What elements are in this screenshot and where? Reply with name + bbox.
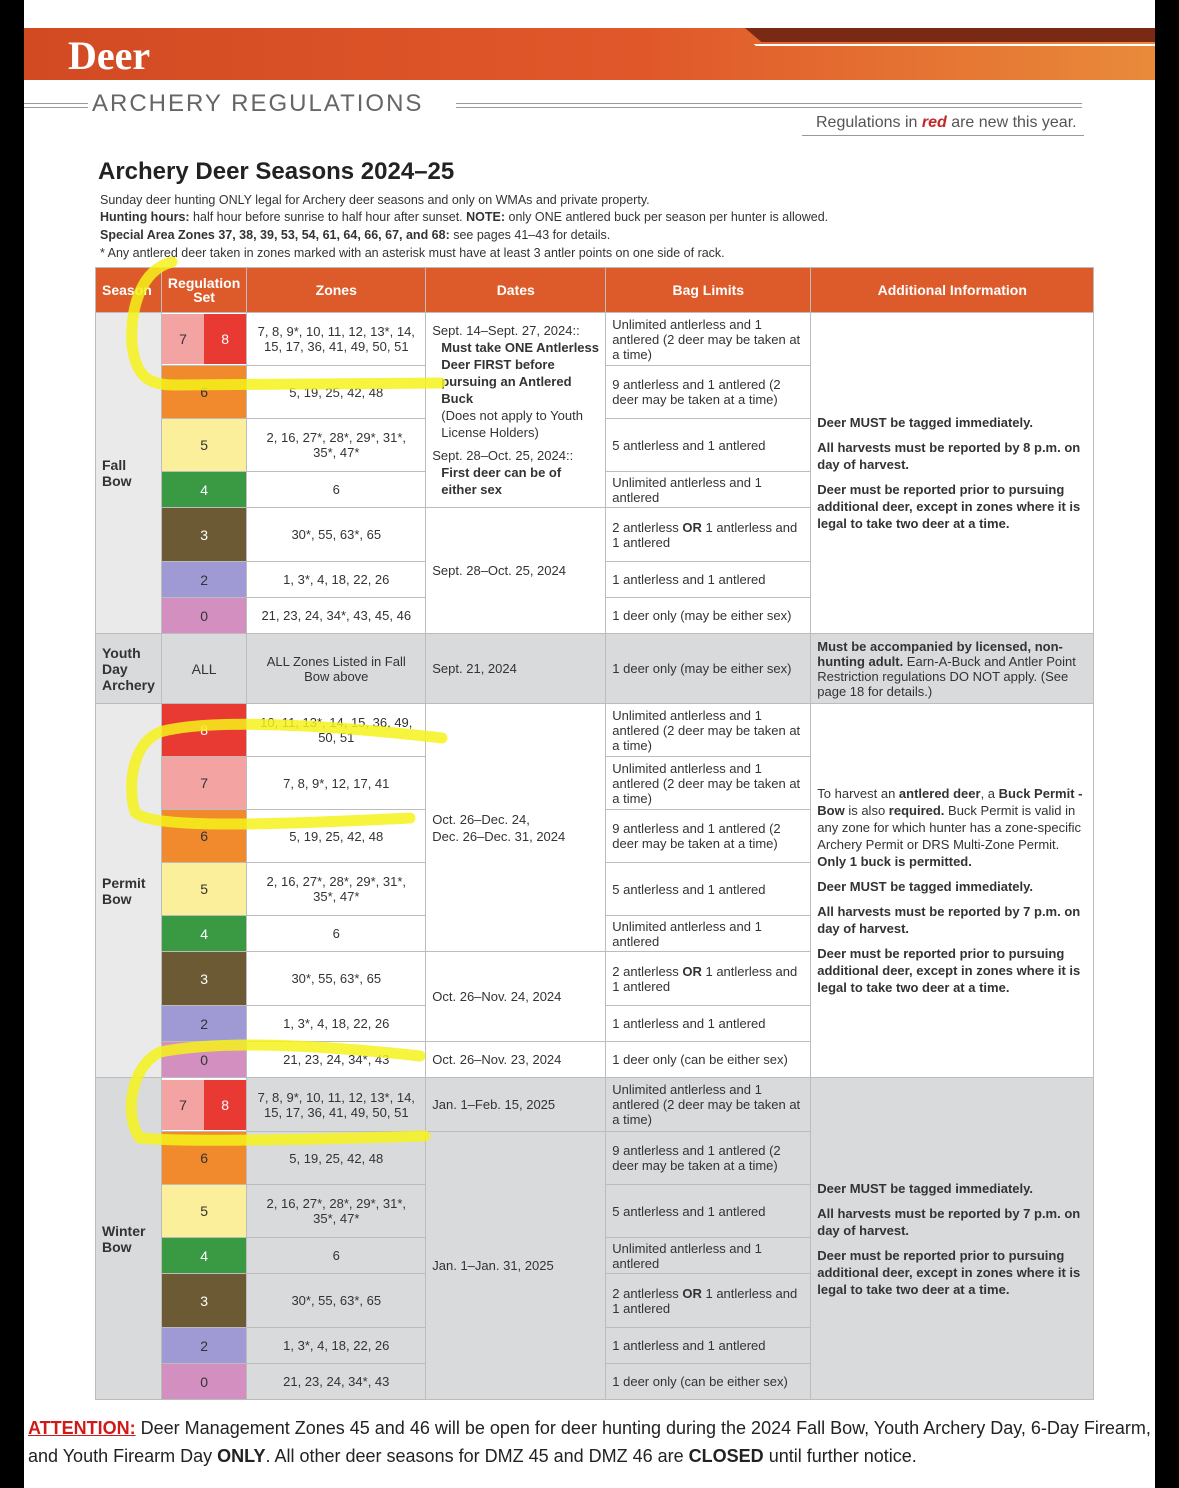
bag-limit-cell: 1 antlerless and 1 antlered bbox=[606, 562, 811, 598]
regulation-set: 6 bbox=[161, 1132, 246, 1185]
zones-cell: 1, 3*, 4, 18, 22, 26 bbox=[247, 1006, 426, 1042]
regulation-set: 2 bbox=[161, 562, 246, 598]
regulation-set bbox=[161, 313, 246, 366]
date-range: Sept. 14–Sept. 27, 2024:: bbox=[432, 323, 580, 338]
zones-cell: 6 bbox=[247, 916, 426, 952]
intro-line-3 bbox=[100, 228, 610, 242]
date-range: Dec. 26–Dec. 31, 2024 bbox=[432, 828, 566, 844]
zones-cell: 21, 23, 24, 34*, 43 bbox=[247, 1364, 426, 1400]
bag-or: OR bbox=[682, 963, 702, 979]
intro-line-1: Sunday deer hunting ONLY legal for Archery deer seasons and only on WMAs and private property. bbox=[100, 193, 650, 207]
regulation-set: 0 bbox=[161, 598, 246, 634]
header-additional-information: Additional Information bbox=[811, 268, 1094, 313]
bag-limit-cell bbox=[606, 508, 811, 562]
date-range: Sept. 28–Oct. 25, 2024:: bbox=[432, 448, 574, 463]
bag-text: 2 antlerless bbox=[612, 1285, 683, 1301]
dates-cell: Oct. 26–Nov. 23, 2024 bbox=[426, 1042, 606, 1078]
zones-cell: 1, 3*, 4, 18, 22, 26 bbox=[247, 562, 426, 598]
reg-badge: 8 bbox=[204, 314, 246, 364]
bag-limit-cell: 1 antlerless and 1 antlered bbox=[606, 1328, 811, 1364]
bag-text: 2 antlerless bbox=[612, 963, 683, 979]
dates-cell bbox=[426, 704, 606, 952]
info-item: Deer MUST be tagged immediately. bbox=[817, 1180, 1034, 1196]
info-item: All harvests must be reported by 8 p.m. on day of harvest. bbox=[817, 440, 1081, 472]
regulation-set: 5 bbox=[161, 419, 246, 472]
zones-cell: 30*, 55, 63*, 65 bbox=[247, 508, 426, 562]
bag-limit-cell bbox=[606, 952, 811, 1006]
info-bold: Must be accompanied by licensed, non-hunting adult. bbox=[817, 638, 1063, 669]
banner-accent bbox=[745, 28, 1155, 42]
page-title: Archery Deer Seasons 2024–25 bbox=[98, 158, 455, 185]
additional-info-cell bbox=[811, 1078, 1094, 1400]
new-regulations-note bbox=[816, 114, 1077, 132]
attention-text: . All other deer seasons for DMZ 45 and DMZ 46 are bbox=[265, 1446, 689, 1466]
bag-limit-cell: 1 antlerless and 1 antlered bbox=[606, 1006, 811, 1042]
info-item: Deer must be reported prior to pursuing additional deer, except in zones where it is legal to take two deer at a time. bbox=[817, 482, 1081, 531]
regulation-set: 3 bbox=[161, 952, 246, 1006]
bag-or: OR bbox=[682, 1285, 702, 1301]
banner bbox=[24, 28, 1155, 80]
bag-limit-cell bbox=[606, 1274, 811, 1328]
bag-limit-cell: Unlimited antlerless and 1 antlered bbox=[606, 472, 811, 508]
regulation-set: 0 bbox=[161, 1042, 246, 1078]
header-season: Season bbox=[96, 268, 162, 313]
bag-limit-cell: 9 antlerless and 1 antlered (2 deer may be taken at a time) bbox=[606, 366, 811, 419]
header-regulation-set: Regulation Set bbox=[161, 268, 246, 313]
zones-cell: 7, 8, 9*, 12, 17, 41 bbox=[247, 757, 426, 810]
section-rule-left bbox=[24, 103, 88, 108]
bag-text: 1 antlerless and 1 antlered bbox=[612, 1285, 798, 1316]
reg-badge: 7 bbox=[162, 314, 204, 364]
hunting-hours-text: half hour before sunrise to half hour after sunset. bbox=[189, 210, 467, 224]
season-permit-bow: Permit Bow bbox=[96, 704, 162, 1078]
zones-cell: 21, 23, 24, 34*, 43 bbox=[247, 1042, 426, 1078]
regulation-set: 8 bbox=[161, 704, 246, 757]
zones-cell: 5, 19, 25, 42, 48 bbox=[247, 1132, 426, 1185]
bag-limit-cell: 1 deer only (can be either sex) bbox=[606, 1042, 811, 1078]
attention-text: until further notice. bbox=[763, 1446, 917, 1466]
bag-limit-cell: 1 deer only (may be either sex) bbox=[606, 634, 811, 704]
attention-closed: CLOSED bbox=[688, 1446, 764, 1466]
info-item: Deer MUST be tagged immediately. bbox=[817, 879, 1034, 894]
additional-info-cell bbox=[811, 704, 1094, 1078]
bag-limit-cell: Unlimited antlerless and 1 antlered (2 deer may be taken at a time) bbox=[606, 704, 811, 757]
bag-limit-cell: Unlimited antlerless and 1 antlered (2 deer may be taken at a time) bbox=[606, 757, 811, 810]
bag-limit-cell: 9 antlerless and 1 antlered (2 deer may be taken at a time) bbox=[606, 810, 811, 863]
info-bold: required. bbox=[888, 803, 945, 818]
zones-cell: 6 bbox=[247, 1238, 426, 1274]
bag-limit-cell: Unlimited antlerless and 1 antlered (2 deer may be taken at a time) bbox=[606, 1078, 811, 1132]
date-exception: (Does not apply to Youth License Holders) bbox=[441, 408, 583, 440]
regulation-set: 6 bbox=[161, 810, 246, 863]
zones-cell: 6 bbox=[247, 472, 426, 508]
additional-info-cell bbox=[811, 634, 1094, 704]
dates-cell bbox=[426, 313, 606, 508]
info-text: , a bbox=[980, 786, 999, 801]
regulation-set: 7 bbox=[161, 757, 246, 810]
info-text: is also bbox=[844, 803, 889, 818]
bag-limit-cell: 9 antlerless and 1 antlered (2 deer may be taken at a time) bbox=[606, 1132, 811, 1185]
zones-cell: 5, 19, 25, 42, 48 bbox=[247, 366, 426, 419]
bag-limit-cell: Unlimited antlerless and 1 antlered bbox=[606, 1238, 811, 1274]
season-winter-bow: Winter Bow bbox=[96, 1078, 162, 1400]
regulation-set: 6 bbox=[161, 366, 246, 419]
info-bold: Buck Permit - Bow bbox=[817, 786, 1083, 818]
additional-info-cell bbox=[811, 313, 1094, 634]
section-title: ARCHERY REGULATIONS bbox=[92, 90, 424, 117]
table-row bbox=[96, 704, 1094, 757]
regulation-set: 4 bbox=[161, 916, 246, 952]
note-text: only ONE antlered buck per season per hunter is allowed. bbox=[505, 210, 829, 224]
table-header-row bbox=[96, 268, 1094, 313]
regulation-set: 3 bbox=[161, 508, 246, 562]
header-zones: Zones bbox=[247, 268, 426, 313]
attention-only: ONLY bbox=[217, 1446, 266, 1466]
info-bold: Only 1 buck is permitted. bbox=[817, 854, 972, 869]
attention-label: ATTENTION: bbox=[28, 1418, 136, 1438]
bag-limit-cell: Unlimited antlerless and 1 antlered (2 deer may be taken at a time) bbox=[606, 313, 811, 366]
dates-cell: Jan. 1–Jan. 31, 2025 bbox=[426, 1132, 606, 1400]
regulation-set: 5 bbox=[161, 1185, 246, 1238]
zones-cell: 1, 3*, 4, 18, 22, 26 bbox=[247, 1328, 426, 1364]
info-item: All harvests must be reported by 7 p.m. on day of harvest. bbox=[817, 1205, 1081, 1238]
date-condition: Must take ONE Antlerless Deer FIRST before pursuing an Antlered Buck bbox=[441, 340, 599, 406]
regulation-set: 3 bbox=[161, 1274, 246, 1328]
info-text: To harvest an bbox=[817, 786, 899, 801]
info-bold: antlered deer bbox=[898, 786, 981, 801]
zones-cell: 2, 16, 27*, 28*, 29*, 31*, 35*, 47* bbox=[247, 1185, 426, 1238]
zones-cell: 10, 11, 13*, 14, 15, 36, 49, 50, 51 bbox=[247, 704, 426, 757]
zones-cell: 7, 8, 9*, 10, 11, 12, 13*, 14, 15, 17, 36, 41, 49, 50, 51 bbox=[247, 313, 426, 366]
header-bag-limits: Bag Limits bbox=[606, 268, 811, 313]
section-rule-right bbox=[456, 103, 1082, 108]
zones-cell: 2, 16, 27*, 28*, 29*, 31*, 35*, 47* bbox=[247, 863, 426, 916]
note-red-word: red bbox=[921, 114, 947, 131]
date-range: Oct. 26–Dec. 24, bbox=[432, 811, 530, 827]
info-item: Deer must be reported prior to pursuing additional deer, except in zones where it is legal to take two deer at a time. bbox=[817, 946, 1081, 995]
info-text: Buck Permit is valid in any zone for which hunter has a zone-specific Archery Permit or DRS Multi-Zone Permit. bbox=[817, 803, 1082, 852]
zones-cell: 30*, 55, 63*, 65 bbox=[247, 952, 426, 1006]
zones-cell: 2, 16, 27*, 28*, 29*, 31*, 35*, 47* bbox=[247, 419, 426, 472]
note-underline bbox=[802, 135, 1084, 136]
page bbox=[24, 0, 1155, 1488]
info-item: Deer must be reported prior to pursuing additional deer, except in zones where it is legal to take two deer at a time. bbox=[817, 1247, 1081, 1297]
info-item: Deer MUST be tagged immediately. bbox=[817, 415, 1034, 430]
bag-limit-cell: 5 antlerless and 1 antlered bbox=[606, 1185, 811, 1238]
note-suffix: are new this year. bbox=[946, 114, 1077, 131]
zones-cell: 30*, 55, 63*, 65 bbox=[247, 1274, 426, 1328]
regulation-set: 4 bbox=[161, 472, 246, 508]
info-item: All harvests must be reported by 7 p.m. on day of harvest. bbox=[817, 904, 1081, 936]
banner-title: Deer bbox=[68, 33, 151, 78]
hunting-hours-label: Hunting hours: bbox=[100, 210, 190, 224]
bag-limit-cell: 1 deer only (can be either sex) bbox=[606, 1364, 811, 1400]
dates-cell: Oct. 26–Nov. 24, 2024 bbox=[426, 952, 606, 1042]
bag-text: 1 antlerless and 1 antlered bbox=[612, 519, 798, 550]
zones-cell: 5, 19, 25, 42, 48 bbox=[247, 810, 426, 863]
regulation-set: ALL bbox=[161, 634, 246, 704]
bag-limit-cell: 5 antlerless and 1 antlered bbox=[606, 419, 811, 472]
regulation-set: 4 bbox=[161, 1238, 246, 1274]
attention-notice bbox=[28, 1414, 1153, 1470]
bag-text: 1 antlerless and 1 antlered bbox=[612, 963, 798, 994]
reg-badge: 7 bbox=[162, 1080, 204, 1130]
archery-seasons-table bbox=[95, 267, 1094, 1400]
regulation-set: 5 bbox=[161, 863, 246, 916]
table-row bbox=[96, 313, 1094, 366]
zones-cell: 21, 23, 24, 34*, 43, 45, 46 bbox=[247, 598, 426, 634]
buck-permit-info bbox=[817, 785, 1087, 870]
regulation-set: 2 bbox=[161, 1006, 246, 1042]
table-row bbox=[96, 634, 1094, 704]
bag-or: OR bbox=[682, 519, 702, 535]
intro-line-2 bbox=[100, 210, 828, 224]
note-prefix: Regulations in bbox=[816, 114, 922, 131]
date-condition: First deer can be of either sex bbox=[441, 465, 562, 497]
reg-badge: 8 bbox=[204, 1080, 246, 1130]
season-fall-bow: Fall Bow bbox=[96, 313, 162, 634]
dates-cell: Sept. 28–Oct. 25, 2024 bbox=[426, 508, 606, 634]
header-dates: Dates bbox=[426, 268, 606, 313]
zones-cell: ALL Zones Listed in Fall Bow above bbox=[247, 634, 426, 704]
regulation-set bbox=[161, 1078, 246, 1132]
bag-limit-cell: 5 antlerless and 1 antlered bbox=[606, 863, 811, 916]
bag-text: 2 antlerless bbox=[612, 519, 683, 535]
special-zones-text: see pages 41–43 for details. bbox=[449, 228, 611, 242]
dates-cell: Jan. 1–Feb. 15, 2025 bbox=[426, 1078, 606, 1132]
info-text: Earn-A-Buck and Antler Point Restriction regulations DO NOT apply. (See page 18 for details.) bbox=[817, 653, 1076, 699]
bag-limit-cell: 1 deer only (may be either sex) bbox=[606, 598, 811, 634]
attention-text: Deer Management Zones 45 and 46 will be open for deer hunting during the 2024 Fall Bow, Youth Archery Day, 6-Day Firearm, and Youth Firearm Day bbox=[28, 1418, 1151, 1466]
special-zones-label: Special Area Zones 37, 38, 39, 53, 54, 61, 64, 66, 67, and 68: bbox=[100, 228, 450, 242]
dates-cell: Sept. 21, 2024 bbox=[426, 634, 606, 704]
table-row bbox=[96, 1078, 1094, 1132]
bag-limit-cell: Unlimited antlerless and 1 antlered bbox=[606, 916, 811, 952]
regulation-set: 2 bbox=[161, 1328, 246, 1364]
regulation-set: 0 bbox=[161, 1364, 246, 1400]
season-youth-day-archery: Youth Day Archery bbox=[96, 634, 162, 704]
zones-cell: 7, 8, 9*, 10, 11, 12, 13*, 14, 15, 17, 36, 41, 49, 50, 51 bbox=[247, 1078, 426, 1132]
note-label: NOTE: bbox=[466, 210, 506, 224]
intro-line-4: * Any antlered deer taken in zones marked with an asterisk must have at least 3 antler points on one side of rack. bbox=[100, 246, 725, 260]
